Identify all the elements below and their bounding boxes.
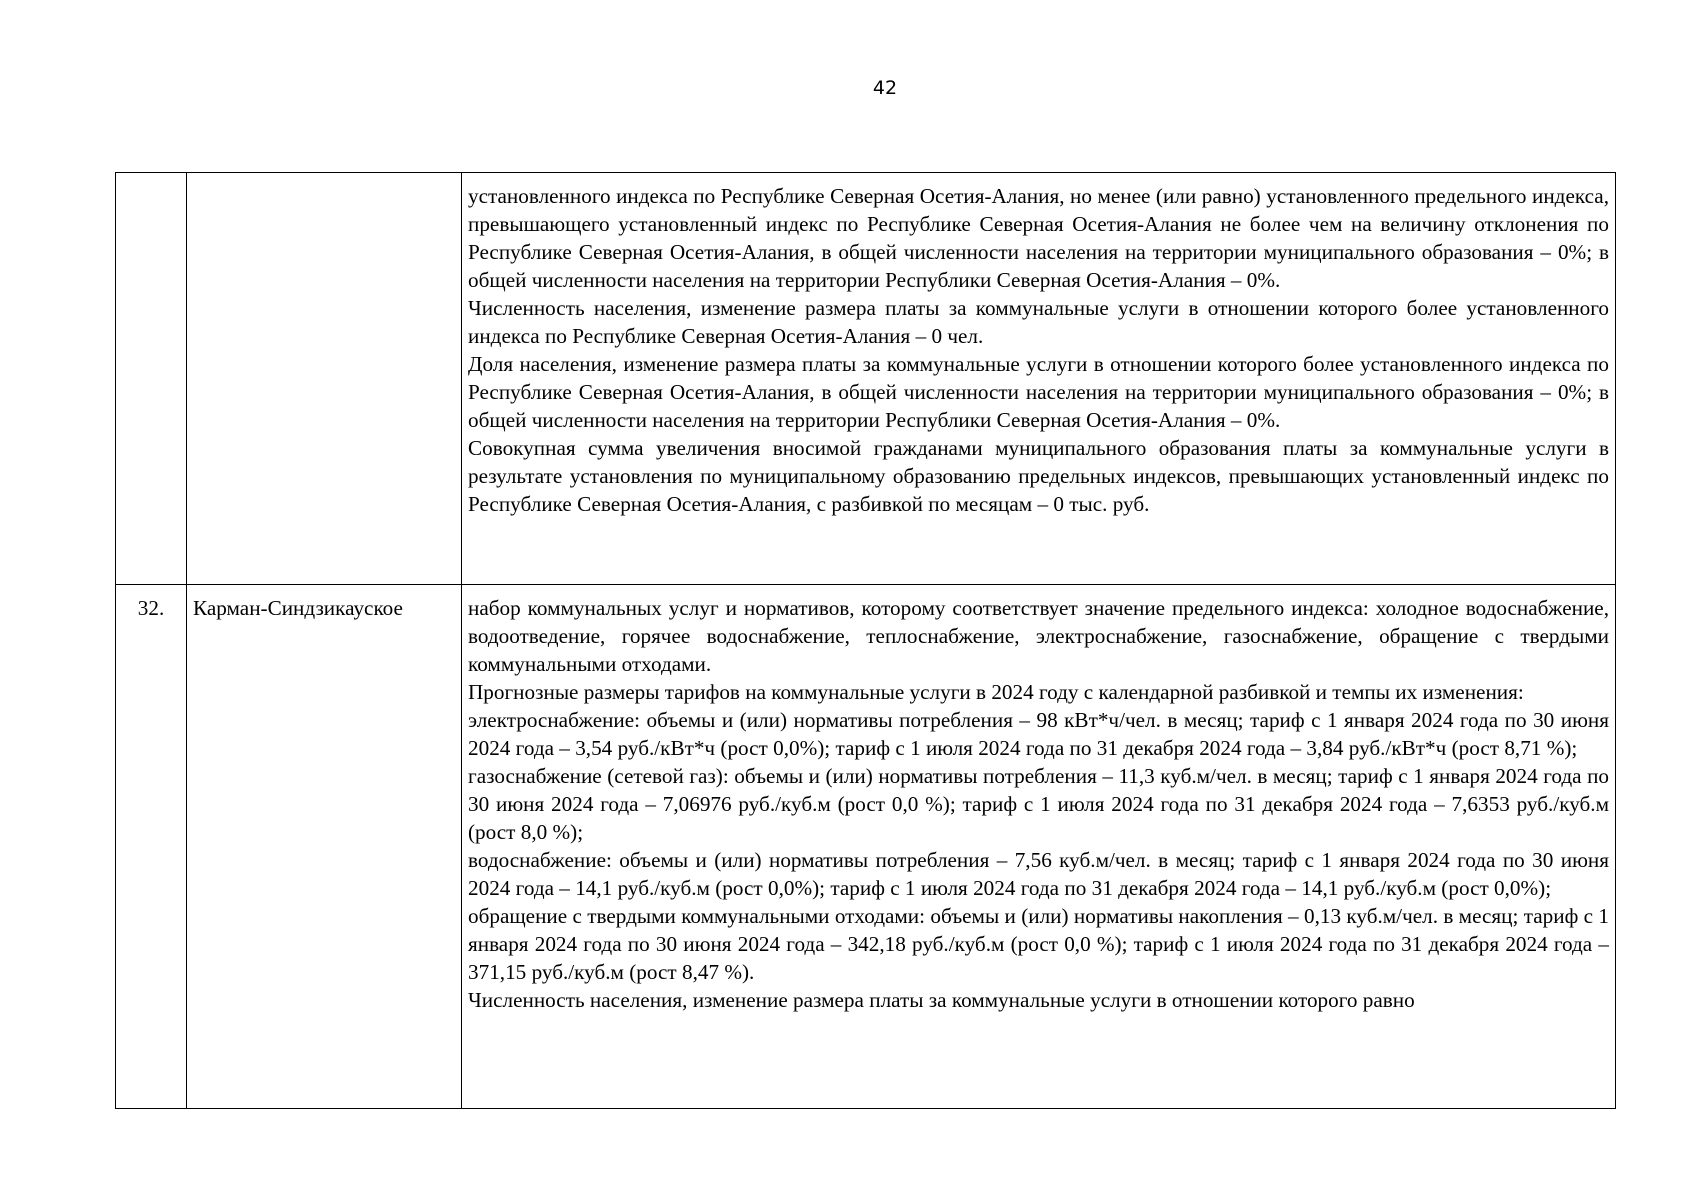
description-cell <box>462 173 1616 585</box>
paragraph: газоснабжение (сетевой газ): объемы и (или) нормативы потребления – 11,3 куб.м/чел. в месяц; тариф с 1 января 2024 года по 30 июня 2024 года – 7,06976 руб./куб.м (рост 0,0 %); тариф с 1 июля 2024 года по 31 декабря 2024 года – 7,6353 руб./куб.м (рост 8,0 %); <box>468 764 1609 844</box>
row-number-cell <box>116 173 187 585</box>
municipality-name-cell: Карман-Синдзикауское <box>187 585 462 1109</box>
paragraph: Прогнозные размеры тарифов на коммунальные услуги в 2024 году с календарной разбивкой и темпы их изменения: <box>468 680 1524 704</box>
page-number: 42 <box>872 77 898 99</box>
paragraph: Доля населения, изменение размера платы за коммунальные услуги в отношении которого более установленного индекса по Республике Северная Осетия-Алания, в общей численности населения на территории муниципального образования – 0%; в общей численности населения на территории Республики Северная Осетия-Алания – 0%. <box>468 352 1609 432</box>
paragraph: Численность населения, изменение размера платы за коммунальные услуги в отношении которого равно <box>468 988 1415 1012</box>
paragraph: Совокупная сумма увеличения вносимой гражданами муниципального образования платы за коммунальные услуги в результате установления по муниципальному образованию предельных индексов, превышающих установленный индекс по Республике Северная Осетия-Алания, с разбивкой по месяцам – 0 тыс. руб. <box>468 436 1609 516</box>
paragraph: Численность населения, изменение размера платы за коммунальные услуги в отношении которого более установленного индекса по Республике Северная Осетия-Алания – 0 чел. <box>468 296 1609 348</box>
paragraph: набор коммунальных услуг и нормативов, которому соответствует значение предельного индекса: холодное водоснабжение, водоотведение, горячее водоснабжение, теплоснабжение, электроснабжение, газоснабжение, обращение с твердыми коммунальными отходами. <box>468 596 1609 676</box>
table-row <box>116 585 1616 1109</box>
description-cell <box>462 585 1616 1109</box>
paragraph: установленного индекса по Республике Северная Осетия-Алания, но менее (или равно) установленного предельного индекса, превышающего установленный индекс по Республике Северная Осетия-Алания не более чем на величину отклонения по Республике Северная Осетия-Алания, в общей численности населения на территории муниципального образования – 0%; в общей численности населения на территории Республики Северная Осетия-Алания – 0%. <box>468 184 1609 292</box>
paragraph: обращение с твердыми коммунальными отходами: объемы и (или) нормативы накопления – 0,13 куб.м/чел. в месяц; тариф с 1 января 2024 года по 30 июня 2024 года – 342,18 руб./куб.м (рост 0,0 %); тариф с 1 июля 2024 года по 31 декабря 2024 года –371,15 руб./куб.м (рост 8,47 %). <box>468 904 1609 984</box>
table-row <box>116 173 1616 585</box>
paragraph: электроснабжение: объемы и (или) нормативы потребления – 98 кВт*ч/чел. в месяц; тариф с 1 января 2024 года по 30 июня 2024 года – 3,54 руб./кВт*ч (рост 0,0%); тариф с 1 июля 2024 года по 31 декабря 2024 года – 3,84 руб./кВт*ч (рост 8,71 %); <box>468 708 1609 760</box>
municipality-name-cell <box>187 173 462 585</box>
municipal-tariff-table <box>115 172 1616 1109</box>
paragraph: водоснабжение: объемы и (или) нормативы потребления – 7,56 куб.м/чел. в месяц; тариф с 1 января 2024 года по 30 июня 2024 года – 14,1 руб./куб.м (рост 0,0%); тариф с 1 июля 2024 года по 31 декабря 2024 года – 14,1 руб./куб.м (рост 0,0%); <box>468 848 1609 900</box>
row-number-cell: 32. <box>116 585 187 1109</box>
